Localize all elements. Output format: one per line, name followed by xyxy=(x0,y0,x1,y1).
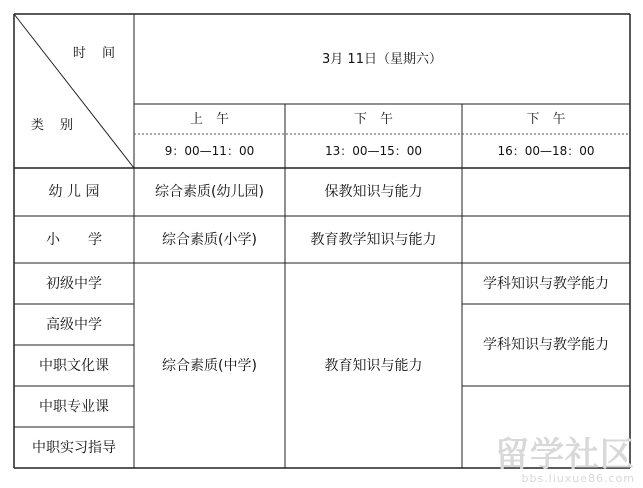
session-period-2: 下 午 xyxy=(353,111,393,127)
category-vocational-professional: 中职专业课 xyxy=(39,398,109,415)
category-primary: 小 学 xyxy=(46,231,102,248)
category-junior-high: 初级中学 xyxy=(46,275,102,292)
subject-education-knowledge: 教育知识与能力 xyxy=(324,357,423,374)
header-time-label: 时 间 xyxy=(72,45,122,61)
category-vocational-culture: 中职文化课 xyxy=(39,357,109,374)
session-period-1: 上 午 xyxy=(189,111,229,127)
category-vocational-practice: 中职实习指导 xyxy=(32,439,116,456)
subject-comprehensive-primary: 综合素质(小学) xyxy=(162,231,257,248)
subject-comprehensive-secondary: 综合素质(中学) xyxy=(162,357,257,374)
session-time-2: 13：00—15：00 xyxy=(324,144,423,158)
category-senior-high: 高级中学 xyxy=(46,316,102,333)
session-period-3: 下 午 xyxy=(526,111,566,127)
watermark xyxy=(495,435,635,485)
session-time-3: 16：00—18：00 xyxy=(497,144,595,158)
category-kindergarten: 幼 儿 园 xyxy=(48,184,100,200)
subject-knowledge-junior: 学科知识与教学能力 xyxy=(483,275,609,292)
header-category-label: 类 别 xyxy=(30,117,80,133)
header-date: 3月 11日（星期六） xyxy=(322,51,442,67)
subject-comprehensive-kindergarten: 综合素质(幼儿园) xyxy=(155,184,264,200)
watermark-url: bbs.liuxue86.com xyxy=(521,472,635,485)
subject-childcare-knowledge: 保教知识与能力 xyxy=(324,184,423,200)
session-time-1: 9：00—11：00 xyxy=(164,144,255,158)
subject-education-teaching-knowledge: 教育教学知识与能力 xyxy=(310,231,437,248)
watermark-brand: 留学社区 xyxy=(495,435,635,475)
subject-knowledge-senior: 学科知识与教学能力 xyxy=(483,337,609,353)
